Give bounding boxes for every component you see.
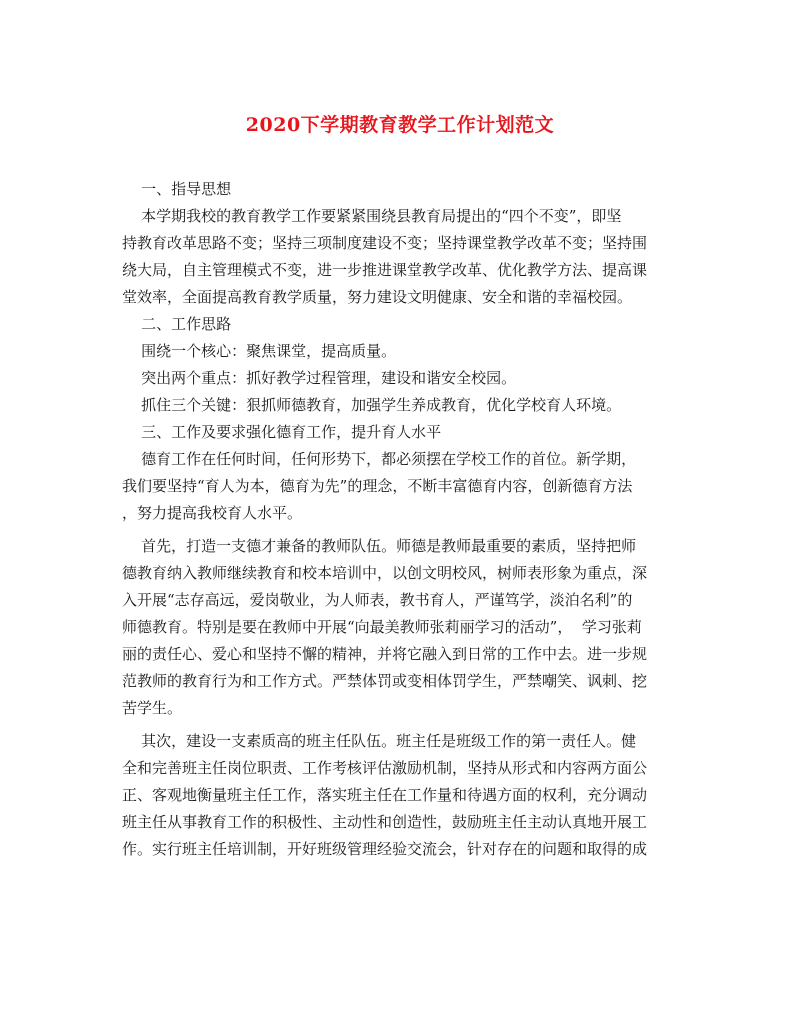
text-line: 本学期我校的教育教学工作要紧紧围绕县教育局提出的“四个不变”，即坚 [122,207,622,225]
text-line: ，努力提高我校育人水平。 [122,504,303,522]
text-line: 正、客观地衡量班主任工作，落实班主任在工作量和待遇方面的权利，充分调动 [122,786,648,804]
text-line: 德教育纳入教师继续教育和校本培训中，以创文明校风，树师表形象为重点，深 [122,564,648,582]
text-line: 德育工作在任何时间，任何形势下，都必须摆在学校工作的首位。新学期， [122,450,637,468]
text-line: 抓住三个关键：狠抓师德教育，加强学生养成教育，优化学校育人环境。 [122,396,622,414]
text-line: 我们要坚持“育人为本，德育为先”的理念，不断丰富德育内容，创新德育方法 [122,477,633,495]
text-line: 范教师的教育行为和工作方式。严禁体罚或变相体罚学生，严禁嘲笑、讽刺、挖 [122,672,648,690]
text-line: 入开展“志存高远，爱岗敬业，为人师表，教书育人，严谨笃学，淡泊名利”的 [122,591,633,609]
text-line: 持教育改革思路不变；坚持三项制度建设不变；坚持课堂教学改革不变；坚持围 [122,234,648,252]
text-line: 绕大局，自主管理模式不变，进一步推进课堂教学改革、优化教学方法、提高课 [122,261,648,279]
text-line: 堂效率，全面提高教育教学质量，努力建设文明健康、安全和谐的幸福校园。 [122,288,633,306]
document-body [122,176,670,863]
text-line: 苦学生。 [122,699,183,717]
text-line: 突出两个重点：抓好教学过程管理，建设和谐安全校园。 [122,369,517,387]
text-line: 作。实行班主任培训制，开好班级管理经验交流会，针对存在的问题和取得的成 [122,840,648,858]
text-line: 围绕一个核心：聚焦课堂，提高质量。 [122,342,397,360]
text-line: 首先，打造一支德才兼备的教师队伍。师德是教师最重要的素质，坚持把师 [122,537,637,555]
text-line: 丽的责任心、爱心和坚持不懈的精神，并将它融入到日常的工作中去。进一步规 [122,645,648,663]
text-line: 三、工作及要求强化德育工作，提升育人水平 [122,423,442,441]
text-line: 全和完善班主任岗位职责、工作考核评估激励机制，坚持从形式和内容两方面公 [122,759,648,777]
document-title: 2020下学期教育教学工作计划范文 [245,114,555,136]
text-line: 其次，建设一支素质高的班主任队伍。班主任是班级工作的第一责任人。健 [122,732,637,750]
text-line: 二、工作思路 [122,315,232,333]
text-line: 师德教育。特别是要在教师中开展“向最美教师张莉丽学习的活动”， 学习张莉 [122,618,642,636]
text-line: 班主任从事教育工作的积极性、主动性和创造性，鼓励班主任主动认真地开展工 [122,813,648,831]
text-line: 一、指导思想 [122,180,232,198]
